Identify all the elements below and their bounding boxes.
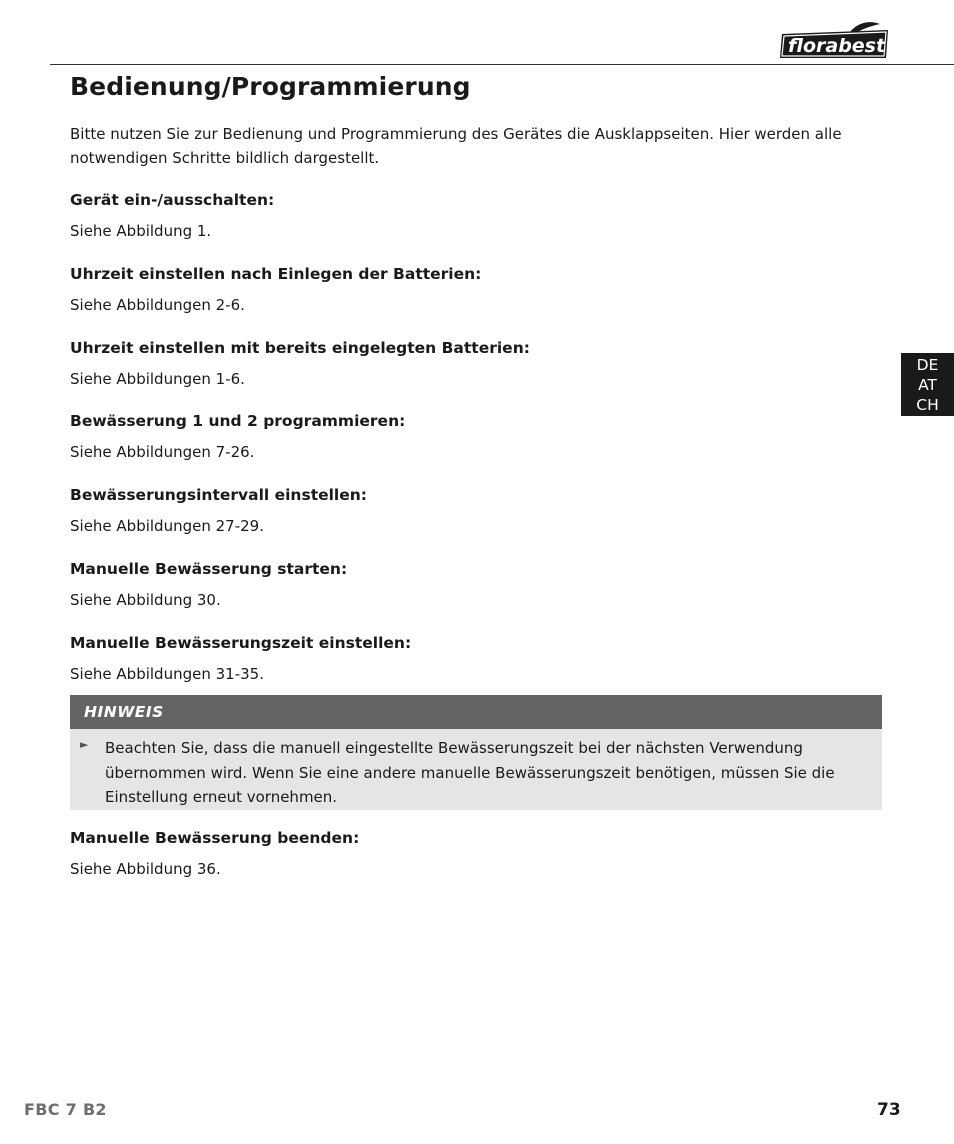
- section-power: [70, 189, 880, 242]
- section-program-watering: [70, 410, 880, 463]
- note-text: Beachten Sie, dass die manuell eingestellte Bewässerungszeit bei der nächsten Verwendung übernommen wird. Wenn Sie eine andere manuelle Bewässerungszeit benötigen, müssen Sie die Einstellung erneut vornehmen.: [105, 739, 835, 806]
- lang-de: DE: [916, 355, 939, 374]
- note-box: [70, 695, 882, 810]
- section-heading: Gerät ein-/ausschalten:: [70, 191, 275, 209]
- lang-ch: CH: [916, 395, 939, 414]
- section-heading: Manuelle Bewässerung beenden:: [70, 829, 360, 847]
- section-text: Siehe Abbildungen 2-6.: [70, 296, 245, 314]
- section-manual-end: [70, 827, 880, 880]
- section-text: Siehe Abbildungen 31-35.: [70, 665, 264, 683]
- section-text: Siehe Abbildung 1.: [70, 222, 212, 240]
- svg-text:florabest: florabest: [788, 35, 886, 57]
- section-heading: Bewässerungsintervall einstellen:: [70, 486, 367, 504]
- section-heading: Bewässerung 1 und 2 programmieren:: [70, 412, 406, 430]
- section-text: Siehe Abbildungen 27-29.: [70, 517, 264, 535]
- florabest-logo-icon: [776, 20, 892, 60]
- section-heading: Manuelle Bewässerung starten:: [70, 560, 348, 578]
- section-interval: [70, 484, 880, 537]
- section-time-new-batteries: [70, 263, 880, 316]
- section-text: Siehe Abbildungen 1-6.: [70, 370, 245, 388]
- section-heading: Uhrzeit einstellen nach Einlegen der Batterien:: [70, 265, 482, 283]
- page-number: 73: [877, 1100, 901, 1120]
- section-heading: Uhrzeit einstellen mit bereits eingelegten Batterien:: [70, 339, 530, 357]
- bullet-arrow-icon: ►: [80, 738, 89, 751]
- section-text: Siehe Abbildungen 7-26.: [70, 443, 255, 461]
- footer-model: FBC 7 B2: [24, 1100, 107, 1119]
- header-rule: [50, 64, 954, 65]
- intro-paragraph: Bitte nutzen Sie zur Bedienung und Programmierung des Gerätes die Ausklappseiten. Hier werden alle notwendigen Schritte bildlich dargestellt.: [70, 125, 842, 167]
- section-manual-time: [70, 632, 880, 685]
- language-tab: [901, 353, 954, 416]
- section-manual-start: [70, 558, 880, 611]
- section-text: Siehe Abbildung 36.: [70, 860, 221, 878]
- lang-at: AT: [918, 375, 937, 394]
- section-text: Siehe Abbildung 30.: [70, 591, 221, 609]
- brand-logo: [776, 20, 892, 60]
- note-body: [70, 729, 882, 810]
- section-time-existing-batteries: [70, 337, 880, 390]
- note-title: HINWEIS: [70, 695, 882, 729]
- section-heading: Manuelle Bewässerungszeit einstellen:: [70, 634, 412, 652]
- page-title: Bedienung/Programmierung: [70, 72, 471, 101]
